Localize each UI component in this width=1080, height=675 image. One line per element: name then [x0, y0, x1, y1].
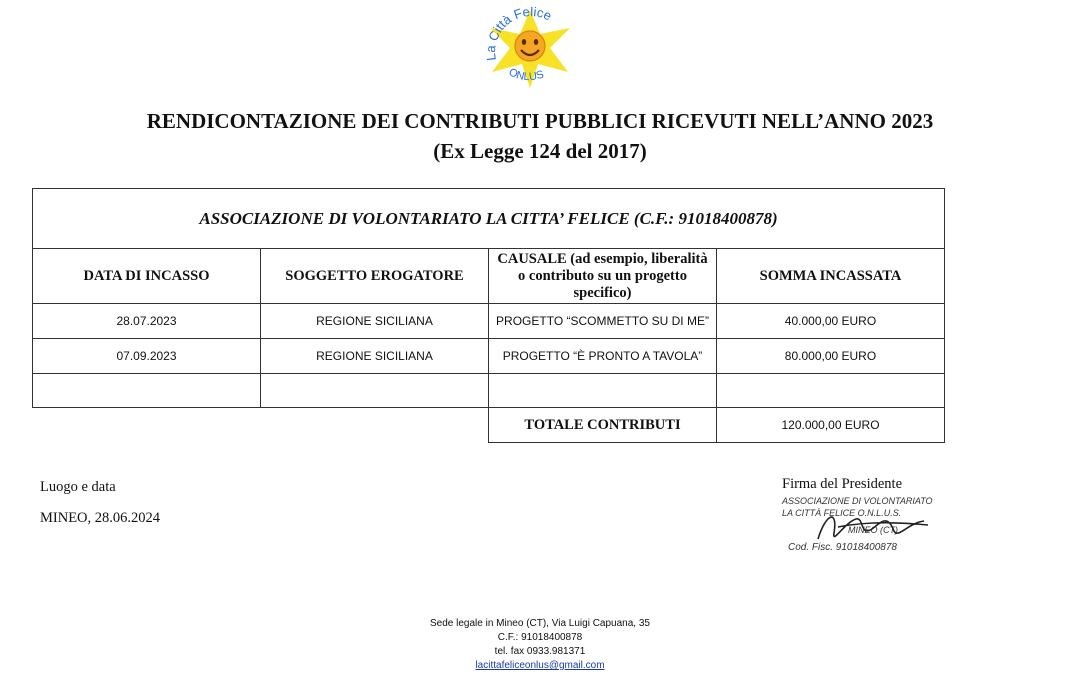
total-row — [33, 408, 945, 443]
row-donor: REGIONE SICILIANA — [261, 304, 489, 339]
row-date: 07.09.2023 — [33, 339, 261, 374]
row-date: 28.07.2023 — [33, 304, 261, 339]
logo — [478, 4, 582, 90]
smiley-sun-icon — [515, 31, 545, 61]
logo-text-top: La Città Felice — [482, 4, 555, 62]
table-row — [33, 339, 945, 374]
footer-email-link[interactable]: lacittafeliceonlus@gmail.com — [475, 660, 605, 671]
table-header-row — [33, 249, 945, 304]
footer-address: Sede legale in Mineo (CT), Via Luigi Capuana, 35 — [430, 618, 650, 629]
logo-text-bottom: ONLUS — [506, 66, 546, 84]
document-subtitle: (Ex Legge 124 del 2017) — [433, 139, 647, 163]
footer-phone: tel. fax 0933.981371 — [494, 646, 586, 657]
table-row — [33, 304, 945, 339]
handwritten-signature — [818, 517, 928, 539]
header-reason: CAUSALE (ad esempio, liberalità o contributo su un progetto specifico) — [489, 249, 717, 304]
table-row-empty — [33, 374, 945, 408]
footer-tax-code: C.F.: 91018400878 — [497, 632, 583, 643]
header-amount: SOMMA INCASSATA — [717, 249, 945, 304]
header-donor: SOGGETTO EROGATORE — [261, 249, 489, 304]
footer — [0, 617, 1080, 673]
row-donor: REGIONE SICILIANA — [261, 339, 489, 374]
document-title: RENDICONTAZIONE DEI CONTRIBUTI PUBBLICI RICEVUTI NELL’ANNO 2023 — [146, 109, 934, 133]
place-date-label: Luogo e data — [40, 479, 116, 495]
row-reason: PROGETTO “SCOMMETTO SU DI ME” — [489, 304, 717, 339]
stamp-line-2: LA CITTÀ FELICE O.N.L.U.S. — [782, 508, 902, 518]
signature-label: Firma del Presidente — [782, 476, 903, 492]
row-amount: 80.000,00 EURO — [717, 339, 945, 374]
row-amount: 40.000,00 EURO — [717, 304, 945, 339]
total-label: TOTALE CONTRIBUTI — [489, 408, 717, 443]
stamp-line-4: Cod. Fisc. 91018400878 — [788, 542, 897, 553]
association-name: ASSOCIAZIONE DI VOLONTARIATO LA CITTA’ FELICE (C.F.: 91018400878) — [33, 189, 945, 249]
stamp-line-3: MINEO (CT) — [848, 525, 898, 535]
contributions-table — [32, 188, 945, 443]
stamp-line-1: ASSOCIAZIONE DI VOLONTARIATO — [782, 496, 933, 506]
row-reason: PROGETTO “È PRONTO A TAVOLA” — [489, 339, 717, 374]
header-date: DATA DI INCASSO — [33, 249, 261, 304]
signature-stamp — [778, 493, 948, 557]
place-date-value: MINEO, 28.06.2024 — [40, 510, 161, 526]
total-value: 120.000,00 EURO — [717, 408, 945, 443]
